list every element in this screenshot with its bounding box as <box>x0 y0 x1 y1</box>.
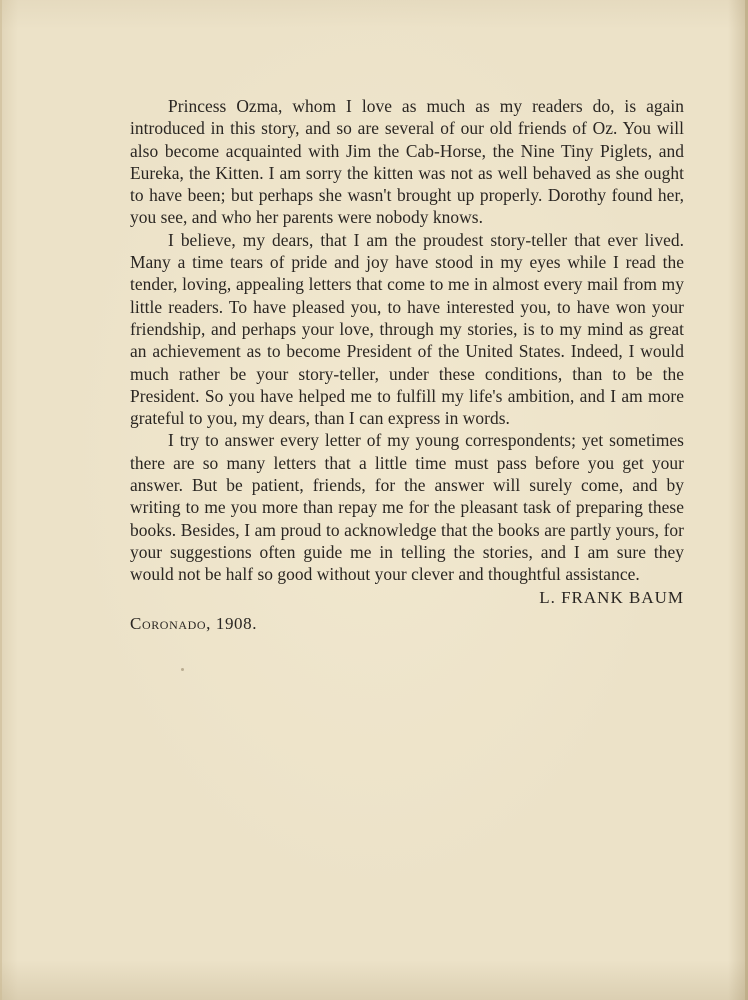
paragraph-1: Princess Ozma, whom I love as much as my readers do, is again introduced in this story, and so are several of our old friends of Oz. You will also become acquainted with Jim the Cab-Horse, the Nine Tiny Piglets, and Eureka, the Kitten. I am sorry the kitten was not as well behaved as she ought to have been; but perhaps she wasn't brought up properly. Dorothy found her, you see, and who her parents were nobody knows. <box>130 96 684 228</box>
paragraph-2: I believe, my dears, that I am the proudest story-teller that ever lived. Many a time tears of pride and joy have stood in my eyes while I read the tender, loving, appealing letters that come to me in almost every mail from my little readers. To have pleased you, to have interested you, to have won your friendship, and perhaps your love, through my stories, is to my mind as great an achievement as to become President of the United States. Indeed, I would much rather be your story-teller, under these conditions, than to be the President. So you have helped me to fulfill my life's ambition, and I am more grateful to you, my dears, than I can express in words. <box>130 229 684 429</box>
dateline: Coronado, 1908. <box>130 613 258 633</box>
page-left-edge <box>0 0 2 1000</box>
paper-speck <box>181 668 184 671</box>
paragraph-3: I try to answer every letter of my young correspondents; yet sometimes there are so many letters that a little time must pass before you get your answer. But be patient, friends, for the answer will surely come, and by writing to me you more than repay me for the pleasant task of preparing these books. Besides, I am proud to acknowledge that the books are partly yours, for your suggestions often guide me in telling the stories, and I am sure they would not be half so good without your clever and thoughtful assistance. <box>130 430 684 585</box>
letter-body <box>130 95 684 635</box>
author-signature: L. FRANK BAUM <box>539 587 684 607</box>
